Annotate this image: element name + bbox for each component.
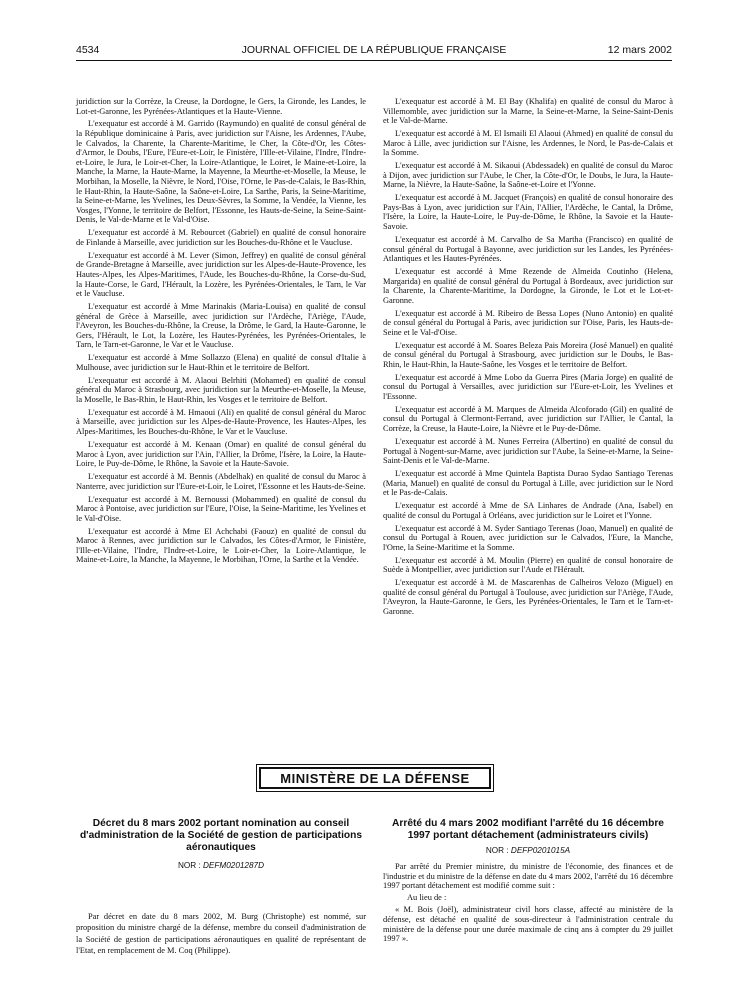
decree-left <box>76 818 366 958</box>
paragraph: L'exequatur est accordé à M. de Mascarenhas de Calheiros Velozo (Miguel) en qualité de consul général du Portugal à Toulouse, avec juridiction sur l'Ariège, l'Aude, l'Aveyron, la Haute-Garonne, le Gers, les Pyrénées-Orientales, le Tarn et le Tarn-et-Garonne. <box>383 578 673 616</box>
paragraph: L'exequatur est accordé à M. Kenaan (Omar) en qualité de consul général du Maroc à Lyon, avec juridiction sur l'Ain, l'Allier, la Drôme, l'Isère, la Loire, la Haute-Loire, le Puy-de-Dôme, le Rhône, la Savoie et la Haute-Savoie. <box>76 439 366 469</box>
nor-label: NOR : <box>485 846 509 855</box>
paragraph: L'exequatur est accordé à M. Moulin (Pierre) en qualité de consul honoraire de Suède à Montpellier, avec juridiction sur l'Aude et l'Hérault. <box>383 555 673 575</box>
paragraph: L'exequatur est accordé à M. Marques de Almeida Alcoforado (Gil) en qualité de consul du Portugal à Clermont-Ferrand, avec juridiction sur l'Allier, le Cantal, la Corrèze, la Creuse, la Haute-Loire, la Nièvre et le Puy-de-Dôme. <box>383 404 673 434</box>
paragraph: L'exequatur est accordé à M. El Bay (Khalifa) en qualité de consul du Maroc à Villemomble, avec juridiction sur la Marne, la Seine-et-Marne, la Seine-Saint-Denis et le Val-de-Marne. <box>383 97 673 126</box>
nor-label: NOR : <box>177 861 201 870</box>
decree-quote: « M. Bois (Joël), administrateur civil hors classe, affecté au ministère de la défense, est détaché en qualité de sous-directeur à l'administration centrale du ministère de la défense pour une durée maximale de cinq ans à compter du 29 juillet 1997 ». <box>383 904 673 944</box>
decree-title: Arrêté du 4 mars 2002 modifiant l'arrêté du 16 décembre 1997 portant détachement (administrateurs civils) <box>392 818 664 841</box>
nor-reference <box>76 861 366 871</box>
nor-code: DEFM0201287D <box>203 861 264 870</box>
paragraph: L'exequatur est accordé à Mme Marinakis (Maria-Louisa) en qualité de consul général de Grèce à Marseille, avec juridiction sur l'Ardèche, l'Ariège, l'Aude, l'Aveyron, les Bouches-du-Rhône, la Creuse, la Drôme, le Gard, la Haute-Garonne, le Gers, l'Hérault, le Lot, la Lozère, les Hautes-Pyrénées, les Pyrénées-Orientales, le Tarn, le Tarn-et-Garonne, le Var et le Vaucluse. <box>76 302 366 350</box>
paragraph: L'exequatur est accordé à M. Syder Santiago Terenas (Joao, Manuel) en qualité de consul du Portugal à Rouen, avec juridiction sur le Calvados, l'Eure, la Manche, l'Orne, la Seine-Maritime et la Somme. <box>383 523 673 552</box>
issue-date: 12 mars 2002 <box>607 44 672 56</box>
paragraph: L'exequatur est accordé à M. Nunes Ferreira (Albertino) en qualité de consul du Portugal à Nogent-sur-Marne, avec juridiction sur l'Aube, la Seine-et-Marne, la Seine-Saint-Denis et le Val-de-Marne. <box>383 436 673 466</box>
paragraph: L'exequatur est accordé à M. Alaoui Belrhiti (Mohamed) en qualité de consul général du Maroc à Strasbourg, avec juridiction sur la Meurthe-et-Moselle, la Meuse, la Moselle, le Bas-Rhin, le Haut-Rhin, les Vosges et le territoire de Belfort. <box>76 375 366 404</box>
nor-reference <box>383 846 673 856</box>
paragraph: L'exequatur est accordé à M. Carvalho de Sa Martha (Francisco) en qualité de consul général du Portugal à Bayonne, avec juridiction sur les Landes, les Pyrénées-Atlantiques et les Hautes-Pyrénées. <box>383 234 673 264</box>
paragraph: L'exequatur est accordé à M. El Ismaili El Alaoui (Ahmed) en qualité de consul du Maroc à Lille, avec juridiction sur l'Aisne, les Ardennes, le Nord, le Pas-de-Calais et la Somme. <box>383 129 673 158</box>
header-rule <box>76 60 672 61</box>
paragraph: L'exequatur est accordé à M. Lever (Simon, Jeffrey) en qualité de consul général de Grande-Bretagne à Marseille, avec juridiction sur les Alpes-de-Haute-Provence, les Hautes-Alpes, les Alpes-Maritimes, l'Aude, les Bouches-du-Rhône, la Corse-du-Sud, la Haute-Corse, le Gard, l'Hérault, la Lozère, les Pyrénées-Orientales, le Tarn, le Var et le Vaucluse. <box>76 250 366 299</box>
paragraph: L'exequatur est accordé à M. Hmaoui (Ali) en qualité de consul général du Maroc à Marseille, avec juridiction sur les Alpes-de-Haute-Provence, les Hautes-Alpes, les Alpes-Maritimes, les Bouches-du-Rhône, le Var et le Vaucluse. <box>76 407 366 437</box>
paragraph: L'exequatur est accordé à M. Sikaoui (Abdessadek) en qualité de consul du Maroc à Dijon, avec juridiction sur l'Aube, le Cher, la Côte-d'Or, le Doubs, le Jura, la Haute-Marne, la Nièvre, la Haute-Saône, la Saône-et-Loire et l'Yonne. <box>383 161 673 190</box>
page-number: 4534 <box>76 44 100 56</box>
paragraph: L'exequatur est accordé à Mme Sollazzo (Elena) en qualité de consul d'Italie à Mulhouse, avec juridiction sur le Haut-Rhin et le territoire de Belfort. <box>76 353 366 372</box>
paragraph: L'exequatur est accordé à Mme Quintela Baptista Durao Sydao Santiago Terenas (Maria, Manuel) en qualité de consul du Portugal à Lille, avec juridiction sur le Nord et le Pas-de-Calais. <box>383 469 673 498</box>
nor-code: DEFP0201015A <box>510 846 571 855</box>
decree-body: Par arrêté du Premier ministre, du ministre de l'économie, des finances et de l'industrie et du ministre de la défense en date du 4 mars 2002, l'arrêté du 16 décembre 1997 portant détachement est modifié comme suit : <box>383 861 673 891</box>
ministry-heading-box <box>256 764 494 792</box>
decree-lieu: Au lieu de : <box>407 893 447 903</box>
paragraph: L'exequatur est accordé à Mme El Achchabi (Faouz) en qualité de consul du Maroc à Rennes, avec juridiction sur le Calvados, les Côtes-d'Armor, le Finistère, l'Ille-et-Vilaine, l'Indre, l'Indre-et-Loire, le Loir-et-Cher, la Loire-Atlantique, le Maine-et-Loire, la Manche, la Mayenne, le Morbihan, l'Orne, la Sarthe et la Vendée. <box>76 526 366 565</box>
paragraph: L'exequatur est accordé à M. Rebourcet (Gabriel) en qualité de consul honoraire de Finlande à Marseille, avec juridiction sur les Bouches-du-Rhône et le Vaucluse. <box>76 228 366 247</box>
paragraph: L'exequatur est accordé à M. Bennis (Abdelhak) en qualité de consul du Maroc à Nanterre, avec juridiction sur l'Eure-et-Loir, le Loiret, l'Essonne et les Hauts-de-Seine. <box>76 472 366 491</box>
paragraph: L'exequatur est accordé à Mme Rezende de Almeida Coutinho (Helena, Margarida) en qualité de consul général du Portugal à Bordeaux, avec juridiction sur la Charente, la Charente-Maritime, la Dordogne, la Gironde, le Lot et le Lot-et-Garonne. <box>383 266 673 305</box>
right-column <box>383 97 673 620</box>
paragraph: L'exequatur est accordé à M. Bernoussi (Mohammed) en qualité de consul du Maroc à Pontoise, avec juridiction sur l'Eure, l'Oise, la Seine-Maritime, les Yvelines et le Val-d'Oise. <box>76 494 366 523</box>
decree-title: Décret du 8 mars 2002 portant nomination au conseil d'administration de la Société de gestion de participations aéronautiques <box>79 818 363 853</box>
ministry-heading: MINISTÈRE DE LA DÉFENSE <box>259 767 491 789</box>
paragraph: L'exequatur est accordé à Mme Lobo da Guerra Pires (Maria Jorge) en qualité de consul du Portugal à Versailles, avec juridiction sur l'Eure-et-Loir, les Yvelines et l'Essonne. <box>383 372 673 401</box>
paragraph: L'exequatur est accordé à M. Ribeiro de Bessa Lopes (Nuno Antonio) en qualité de consul général du Portugal à Paris, avec juridiction sur l'Oise, Paris, les Hauts-de-Seine et le Val-d'Oise. <box>383 308 673 337</box>
paragraph: L'exequatur est accordé à M. Jacquet (François) en qualité de consul honoraire des Pays-Bas à Lyon, avec juridiction sur l'Ain, l'Allier, l'Ardèche, le Cantal, la Drôme, l'Isère, la Loire, la Haute-Loire, le Puy-de-Dôme, le Rhône, la Savoie et la Haute-Savoie. <box>383 193 673 232</box>
decree-body: Par décret en date du 8 mars 2002, M. Burg (Christophe) est nommé, sur proposition du ministre chargé de la défense, membre du conseil d'administration de la Société de gestion de participations aéronautiques en qualité de représentant de l'Etat, en remplacement de M. Coq (Philippe). <box>76 911 366 956</box>
paragraph: L'exequatur est accordé à M. Soares Beleza Pais Moreira (José Manuel) en qualité de consul général du Portugal à Strasbourg, avec juridiction sur le Doubs, le Bas-Rhin, le Haut-Rhin, la Haute-Saône, les Vosges et le territoire de Belfort. <box>383 340 673 369</box>
paragraph: L'exequatur est accordé à Mme de SA Linhares de Andrade (Ana, Isabel) en qualité de consul du Portugal à Orléans, avec juridiction sur le Loiret et l'Yonne. <box>383 501 673 520</box>
decree-right <box>383 818 673 946</box>
journal-title: JOURNAL OFFICIEL DE LA RÉPUBLIQUE FRANÇAISE <box>241 44 507 56</box>
left-column <box>76 97 366 568</box>
page-header <box>76 44 672 60</box>
paragraph: juridiction sur la Corrèze, la Creuse, la Dordogne, le Gers, la Gironde, les Landes, le Lot-et-Garonne, les Pyrénées-Atlantiques et la Haute-Vienne. <box>76 97 366 116</box>
paragraph: L'exequatur est accordé à M. Garrido (Raymundo) en qualité de consul général de la République dominicaine à Paris, avec juridiction sur l'Aisne, les Ardennes, l'Aube, le Calvados, la Charente, la Charente-Maritime, le Cher, la Côte-d'Or, les Côtes-d'Armor, le Doubs, l'Eure, l'Eure-et-Loir, le Finistère, l'Ille-et-Vilaine, l'Indre, l'Indre-et-Loire, le Jura, le Loir-et-Cher, la Loire-Atlantique, le Loiret, le Maine-et-Loire, la Manche, la Marne, la Haute-Marne, la Mayenne, la Meurthe-et-Moselle, la Meuse, le Morbihan, la Moselle, la Nièvre, le Nord, l'Oise, l'Orne, le Pas-de-Calais, le Bas-Rhin, le Haut-Rhin, la Haute-Saône, la Saône-et-Loire, La Sarthe, Paris, la Seine-Maritime, la Seine-et-Marne, les Yvelines, les Deux-Sèvres, la Somme, la Vendée, la Vienne, les Vosges, l'Yonne, le territoire de Belfort, l'Essonne, les Hauts-de-Seine, la Seine-Saint-Denis, le Val-de-Marne et le Val-d'Oise. <box>76 119 366 225</box>
